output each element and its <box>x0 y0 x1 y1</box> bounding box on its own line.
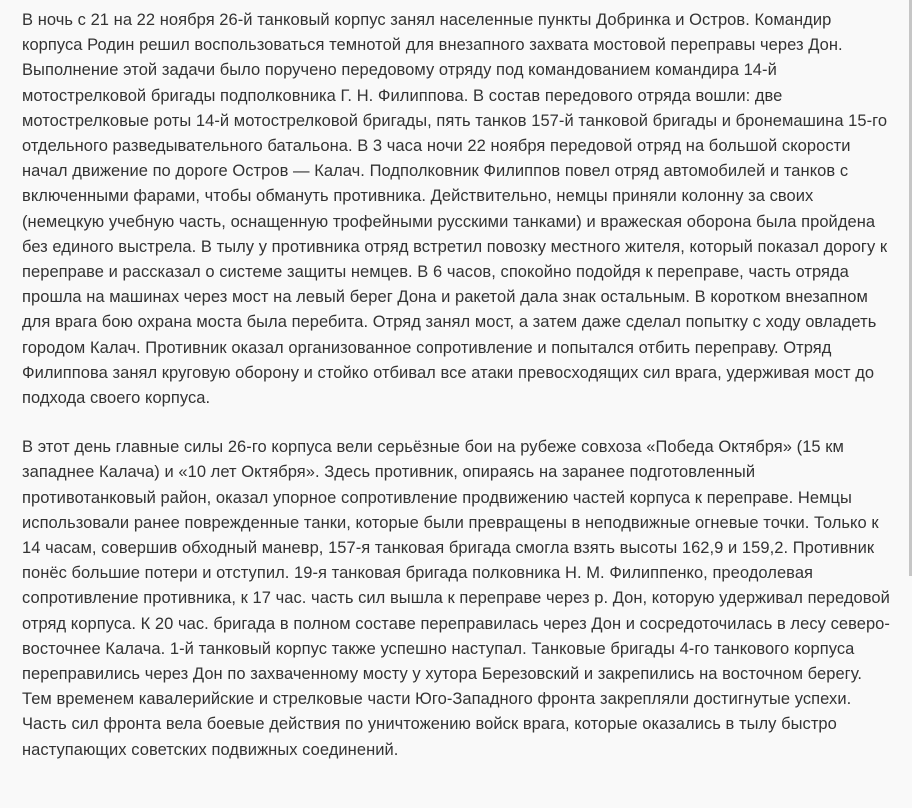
article-body <box>22 8 890 763</box>
article-paragraph-1: В ночь с 21 на 22 ноября 26-й танковый корпус занял населенные пункты Добринка и Остров. Командир корпуса Родин решил воспользоваться темнотой для внезапного захвата мостовой переправы через Дон. Выполнение этой задачи было поручено передовому отряду под командованием командира 14-й мотострелковой бригады подполковника Г. Н. Филиппова. В состав передового отряда вошли: две мотострелковые роты 14-й мотострелковой бригады, пять танков 157-й танковой бригады и бронемашина 15-го отдельного разведывательного батальона. В 3 часа ночи 22 ноября передовой отряд на большой скорости начал движение по дороге Остров — Калач. Подполковник Филиппов повел отряд автомобилей и танков с включенными фарами, чтобы обмануть противника. Действительно, немцы приняли колонну за своих (немецкую учебную часть, оснащенную трофейными русскими танками) и вражеская оборона была пройдена без единого выстрела. В тылу у противника отряд встретил повозку местного жителя, который показал дорогу к переправе и рассказал о системе защиты немцев. В 6 часов, спокойно подойдя к переправе, часть отряда прошла на машинах через мост на левый берег Дона и ракетой дала знак остальным. В коротком внезапном для врага бою охрана моста была перебита. Отряд занял мост, а затем даже сделал попытку с ходу овладеть городом Калач. Противник оказал организованное сопротивление и попытался отбить переправу. Отряд Филиппова занял круговую оборону и стойко отбивал все атаки превосходящих сил врага, удерживая мост до подхода своего корпуса. <box>22 11 888 408</box>
article-paragraph-2: В этот день главные силы 26-го корпуса вели серьёзные бои на рубеже совхоза «Победа Октября» (15 км западнее Калача) и «10 лет Октября». Здесь противник, опираясь на заранее подготовленный противотанковый район, оказал упорное сопротивление продвижению частей корпуса к переправе. Немцы использовали ранее поврежденные танки, которые были превращены в неподвижные огневые точки. Только к 14 часам, совершив обходный маневр, 157-я танковая бригада смогла взять высоты 162,9 и 159,2. Противник понёс большие потери и отступил. 19-я танковая бригада полковника Н. М. Филиппенко, преодолевая сопротивление противника, к 17 час. часть сил вышла к переправе через р. Дон, которую удерживал передовой отряд корпуса. К 20 час. бригада в полном составе переправилась через Дон и сосредоточилась в лесу северо-восточнее Калача. 1-й танковый корпус также успешно наступал. Танковые бригады 4-го танкового корпуса переправились через Дон по захваченному мосту у хутора Березовский и закрепились на восточном берегу. Тем временем кавалерийские и стрелковые части Юго-Западного фронта закрепляли достигнутые успехи. Часть сил фронта вела боевые действия по уничтожению войск врага, которые оказались в тылу быстро наступающих советских подвижных соединений. <box>22 438 890 759</box>
